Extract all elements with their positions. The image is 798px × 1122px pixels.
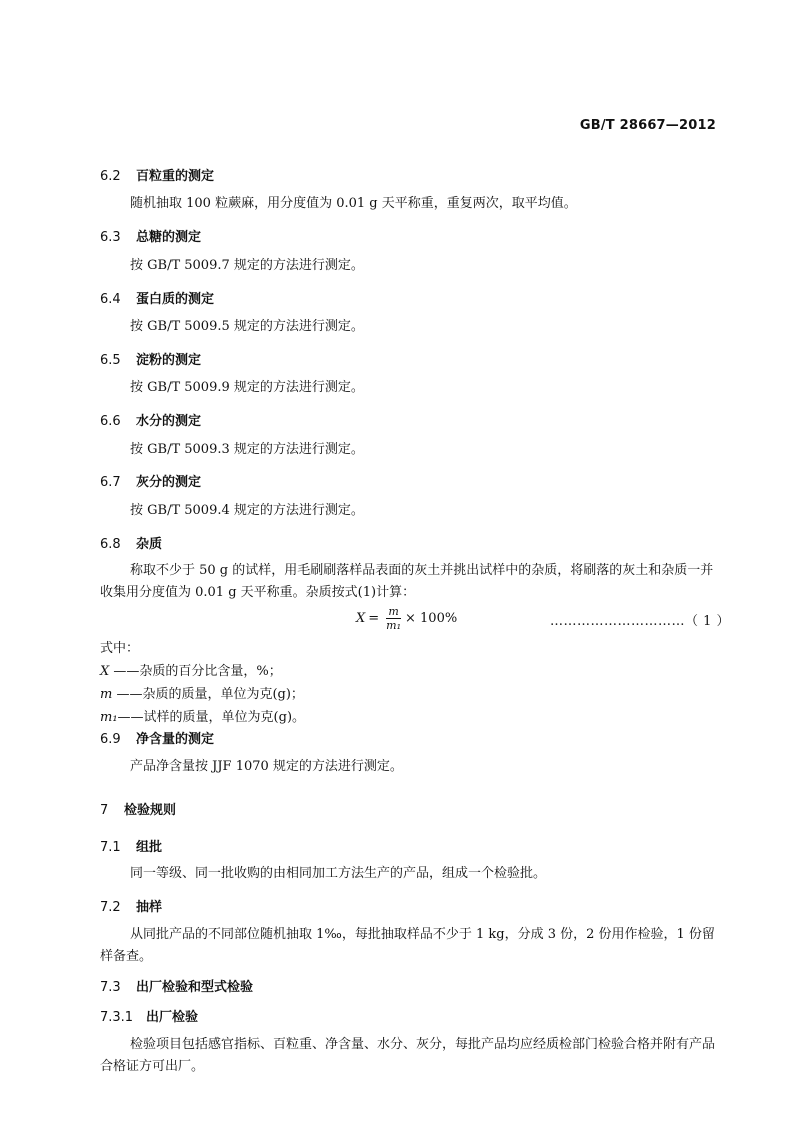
paragraph-6-2: 随机抽取 100 粒蕨麻，用分度值为 0.01 g 天平称重，重复两次，取平均值。 [130, 196, 577, 211]
heading-6-9: 6.9 净含量的测定 [100, 732, 215, 747]
heading-7-1: 7.1 组批 [100, 840, 163, 855]
standard-number-header: GB/T 28667—2012 [579, 118, 716, 133]
paragraph-6-7: 按 GB/T 5009.4 规定的方法进行测定。 [130, 503, 364, 518]
heading-6-4: 6.4 蛋白质的测定 [100, 292, 215, 307]
heading-6-5: 6.5 淀粉的测定 [100, 353, 202, 368]
formula-fraction: $\frac{m}{\text{m₁}}$ [386, 605, 402, 632]
paragraph-7-3-1: 检验项目包括感官指标、百粒重、净含量、水分、灰分，每批产品均应经质检部门检验合格并附有产品合格证方可出厂。 [100, 1037, 716, 1074]
formula-definitions [100, 637, 305, 729]
heading-6-7: 6.7 灰分的测定 [100, 475, 202, 490]
definition-item: X ——杂质的百分比含量，%； [100, 664, 282, 679]
heading-6-6: 6.6 水分的测定 [100, 414, 202, 429]
paragraph-6-8: 称取不少于 50 g 的试样，用毛刷刷落样品表面的灰土并挑出试样中的杂质，将刷落的灰土和杂质一并收集用分度值为 0.01 g 天平称重。杂质按式(1)计算： [100, 563, 714, 600]
heading-7-2: 7.2 抽样 [100, 900, 163, 915]
impurity-formula: X = $\frac{m}{\text{m₁}}$ × 100% [356, 605, 458, 632]
paragraph-6-4: 按 GB/T 5009.5 规定的方法进行测定。 [130, 319, 364, 334]
definition-item: m ——杂质的质量，单位为克(g)； [100, 687, 304, 702]
heading-6-2: 6.2 百粒重的测定 [100, 169, 215, 184]
definition-item: m₁——试样的质量，单位为克(g)。 [100, 710, 306, 725]
paragraph-6-6: 按 GB/T 5009.3 规定的方法进行测定。 [130, 442, 364, 457]
paragraph-6-3: 按 GB/T 5009.7 规定的方法进行测定。 [130, 258, 364, 273]
paragraph-7-1: 同一等级、同一批收购的由相同加工方法生产的产品，组成一个检验批。 [130, 866, 547, 881]
heading-6-3: 6.3 总糖的测定 [100, 230, 202, 245]
equation-number: …………………………（ 1 ） [550, 614, 731, 629]
heading-7-3: 7.3 出厂检验和型式检验 [100, 980, 254, 995]
paragraph-6-9: 产品净含量按 JJF 1070 规定的方法进行测定。 [130, 759, 403, 774]
definitions-intro: 式中： [100, 641, 140, 656]
heading-6-8: 6.8 杂质 [100, 537, 163, 552]
heading-7: 7 检验规则 [100, 803, 177, 818]
paragraph-6-5: 按 GB/T 5009.9 规定的方法进行测定。 [130, 380, 364, 395]
heading-7-3-1: 7.3.1 出厂检验 [100, 1010, 199, 1025]
paragraph-7-2: 从同批产品的不同部位随机抽取 1‰，每批抽取样品不少于 1 kg，分成 3 份，2 份用作检验，1 份留样备查。 [100, 927, 715, 964]
